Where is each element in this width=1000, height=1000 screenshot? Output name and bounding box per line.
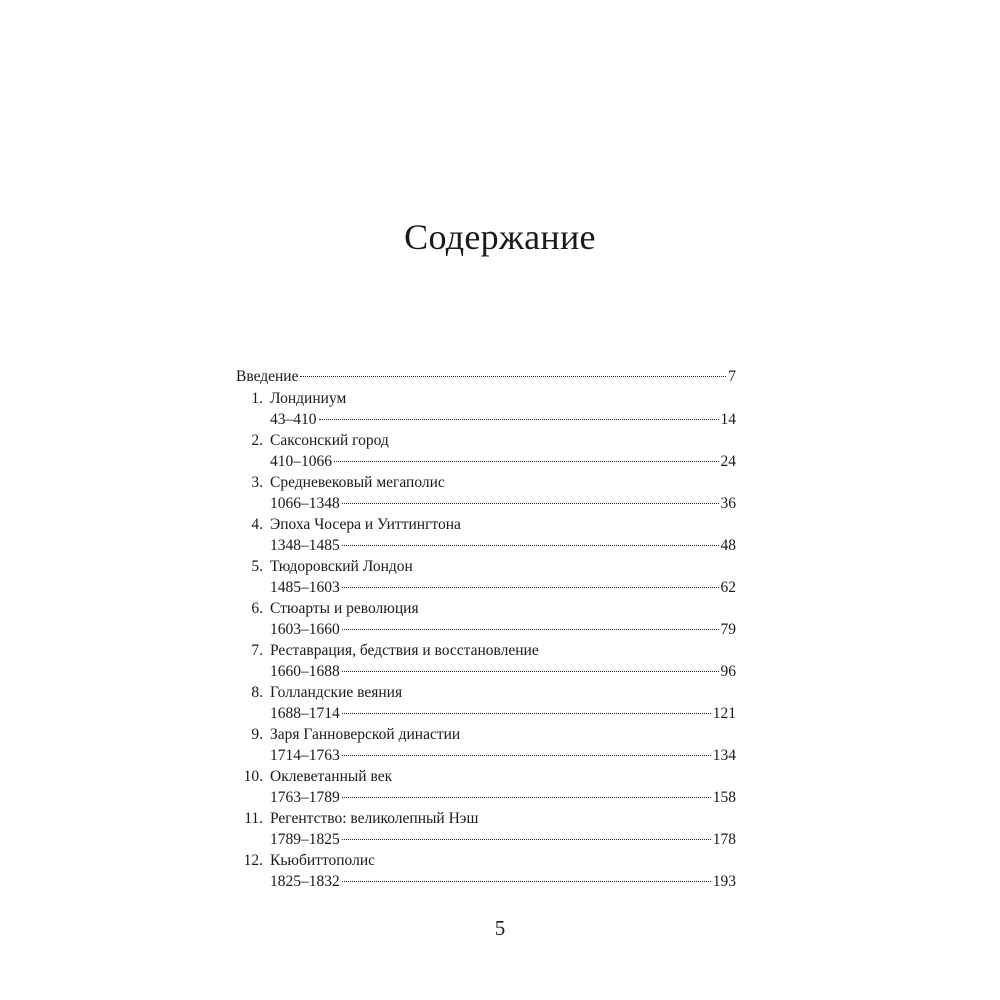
page-title: Содержание <box>404 217 596 257</box>
dot-leader <box>342 671 719 672</box>
toc-entry <box>236 430 736 472</box>
chapter-title: Эпоха Чосера и Уиттингтона <box>270 516 461 533</box>
chapter-page-number: 121 <box>712 705 736 722</box>
toc-entry <box>236 766 736 808</box>
chapter-title: Средневековый мегаполис <box>270 474 445 491</box>
chapter-title: Регентство: великолепный Нэш <box>270 810 479 827</box>
table-of-contents <box>236 366 736 892</box>
chapter-number: 12. <box>243 852 263 869</box>
toc-entry <box>236 808 736 850</box>
chapter-number: 5. <box>251 558 263 575</box>
toc-entry <box>236 640 736 682</box>
toc-entry-introduction <box>236 366 736 388</box>
toc-entry <box>236 598 736 640</box>
chapter-page-number: 178 <box>712 831 736 848</box>
toc-entry <box>236 472 736 514</box>
chapter-years: 1714–1763 <box>270 747 340 764</box>
toc-entry <box>236 388 736 430</box>
chapter-years: 1789–1825 <box>270 831 340 848</box>
dot-leader <box>319 419 719 420</box>
chapter-number: 10. <box>243 768 263 785</box>
chapter-number: 1. <box>251 390 263 407</box>
chapter-page-number: 134 <box>712 747 736 764</box>
chapter-title: Саксонский город <box>270 432 389 449</box>
intro-title: Введение <box>236 368 299 385</box>
toc-entry <box>236 514 736 556</box>
dot-leader <box>342 503 719 504</box>
chapter-number: 3. <box>251 474 263 491</box>
chapter-page-number: 79 <box>720 621 736 638</box>
chapter-years: 1348–1485 <box>270 537 340 554</box>
chapter-page-number: 96 <box>720 663 736 680</box>
chapter-years: 410–1066 <box>270 453 332 470</box>
chapter-title: Кьюбиттополис <box>270 852 376 869</box>
chapter-number: 9. <box>251 726 263 743</box>
chapter-number: 8. <box>251 684 263 701</box>
dot-leader <box>342 713 711 714</box>
chapter-title: Реставрация, бедствия и восстановление <box>270 642 539 659</box>
chapter-title: Голландские веяния <box>270 684 403 701</box>
page-number: 5 <box>494 916 506 940</box>
chapter-years: 1660–1688 <box>270 663 340 680</box>
dot-leader <box>342 797 711 798</box>
dot-leader <box>334 461 719 462</box>
chapter-number: 7. <box>251 642 263 659</box>
chapter-number: 6. <box>251 600 263 617</box>
chapter-years: 1066–1348 <box>270 495 340 512</box>
chapter-page-number: 48 <box>720 537 736 554</box>
intro-page-number: 7 <box>728 368 736 385</box>
chapter-page-number: 193 <box>712 873 736 890</box>
chapter-years: 1825–1832 <box>270 873 340 890</box>
dot-leader <box>342 629 719 630</box>
chapter-page-number: 24 <box>720 453 736 470</box>
chapter-title: Лондиниум <box>270 390 347 407</box>
chapter-page-number: 62 <box>720 579 736 596</box>
dot-leader <box>342 755 711 756</box>
chapter-number: 11. <box>244 810 263 827</box>
chapter-title: Оклеветанный век <box>270 768 393 785</box>
chapter-number: 4. <box>251 516 263 533</box>
toc-entry <box>236 724 736 766</box>
chapter-page-number: 36 <box>720 495 736 512</box>
chapter-years: 1603–1660 <box>270 621 340 638</box>
chapter-years: 1688–1714 <box>270 705 340 722</box>
chapter-title: Заря Ганноверской династии <box>270 726 461 743</box>
dot-leader <box>342 881 711 882</box>
chapter-years: 1763–1789 <box>270 789 340 806</box>
dot-leader <box>342 545 719 546</box>
chapter-page-number: 158 <box>712 789 736 806</box>
toc-entry <box>236 850 736 892</box>
toc-entry <box>236 556 736 598</box>
dot-leader <box>342 839 711 840</box>
toc-entry <box>236 682 736 724</box>
chapter-number: 2. <box>251 432 263 449</box>
chapter-years: 1485–1603 <box>270 579 340 596</box>
chapter-years: 43–410 <box>270 411 317 428</box>
chapter-page-number: 14 <box>720 411 736 428</box>
dot-leader <box>300 376 726 377</box>
dot-leader <box>342 587 719 588</box>
chapter-title: Стюарты и революция <box>270 600 419 617</box>
chapter-title: Тюдоровский Лондон <box>270 558 413 575</box>
